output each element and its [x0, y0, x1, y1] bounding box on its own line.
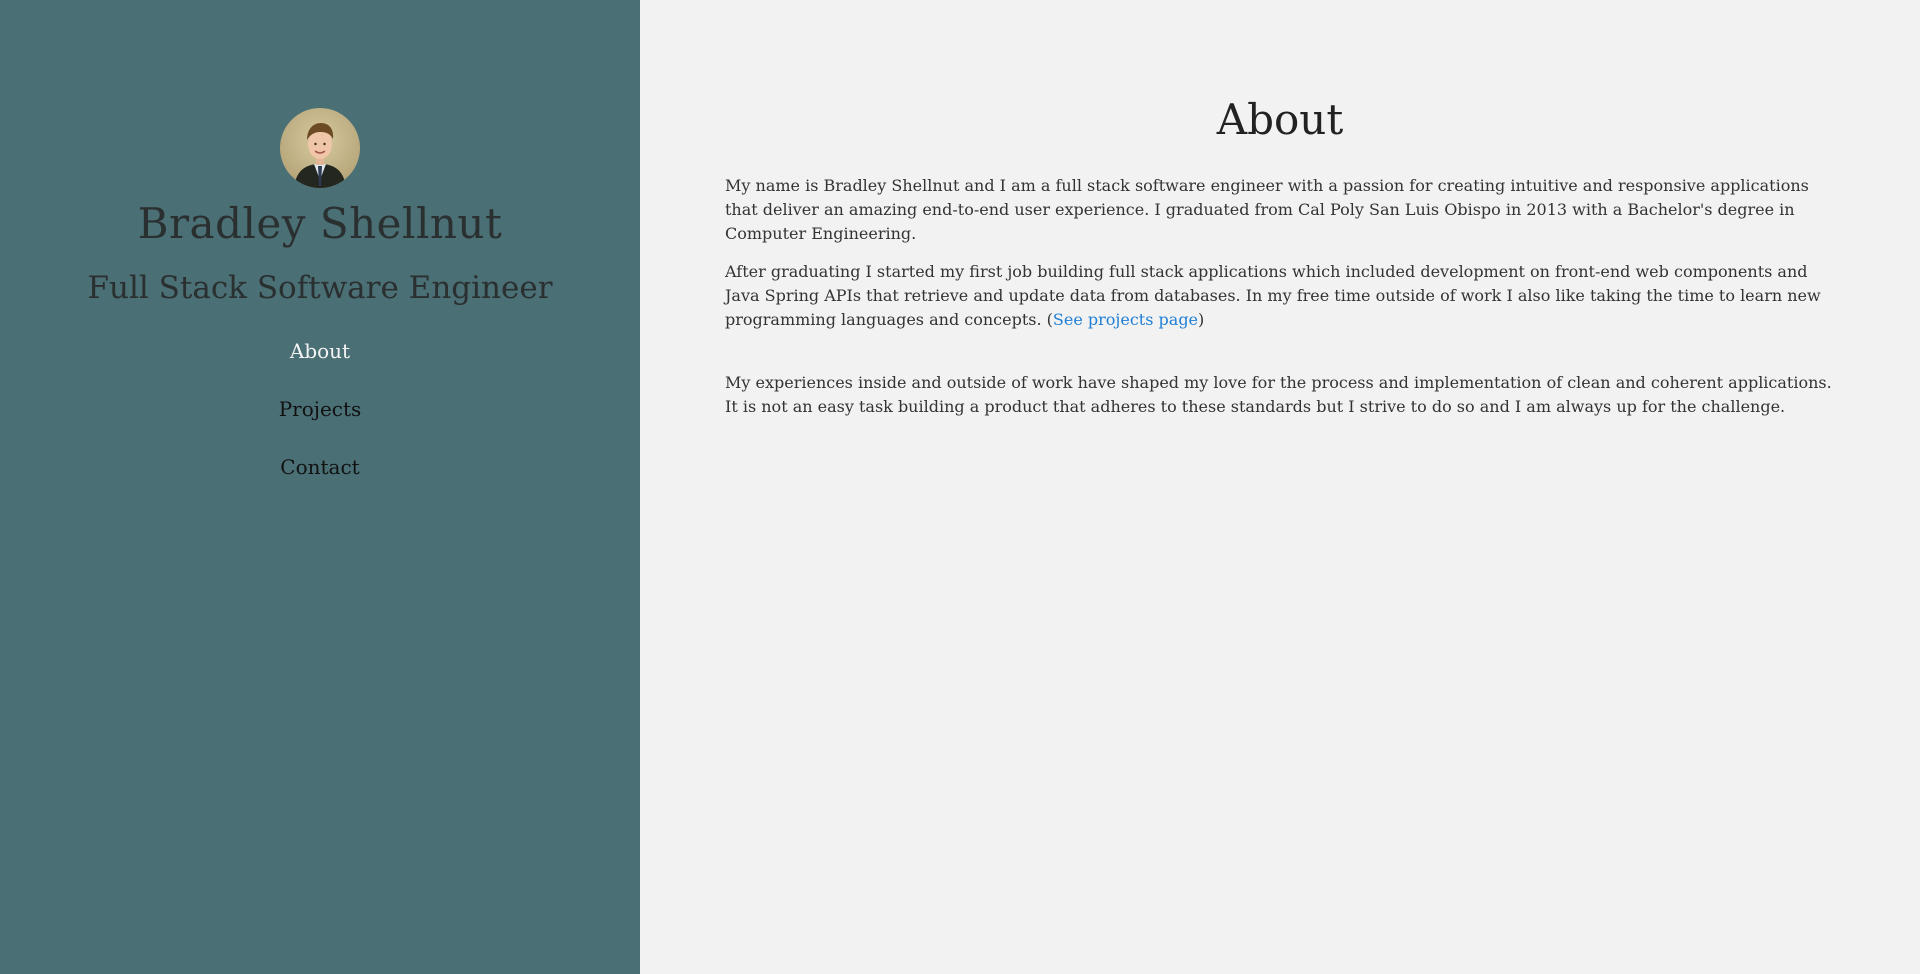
profile-name: Bradley Shellnut: [137, 199, 503, 248]
about-paragraph-1: My name is Bradley Shellnut and I am a full stack software engineer with a passion for creating intuitive and responsive applications that deliver an amazing end-to-end user experience. I graduated from Cal Poly San Luis Obispo in 2013 with a Bachelor's degree in Computer Engineering.: [725, 176, 1809, 243]
nav-item-projects: [0, 392, 640, 450]
nav-link-about[interactable]: About: [289, 339, 351, 363]
nav-link-contact[interactable]: Contact: [280, 455, 360, 479]
about-paragraph-3: My experiences inside and outside of work have shaped my love for the process and implementation of clean and coherent applications. It is not an easy task building a product that adheres to these standards but I strive to do so and I am always up for the challenge.: [725, 373, 1832, 416]
sidebar-nav: [0, 334, 640, 508]
sidebar: [0, 0, 640, 974]
profile-role: Full Stack Software Engineer: [87, 270, 553, 306]
main-content: [640, 0, 1920, 974]
profile-avatar: [280, 108, 360, 188]
page-title: About: [1216, 95, 1344, 144]
profile-photo-icon: [280, 108, 360, 188]
nav-link-projects[interactable]: Projects: [278, 397, 362, 421]
nav-item-contact: [0, 450, 640, 508]
about-paragraph-2-text-after: ): [1198, 310, 1205, 329]
about-paragraph-2-text-before: After graduating I started my first job building full stack applications which included development on front-end web components and Java Spring APIs that retrieve and update data from databases. In my free time outside of work I also like taking the time to learn new programming languages and concepts. (: [725, 262, 1821, 329]
nav-item-about: [0, 334, 640, 392]
about-paragraph-2: [725, 260, 1835, 332]
projects-page-link[interactable]: See projects page: [1052, 310, 1199, 329]
